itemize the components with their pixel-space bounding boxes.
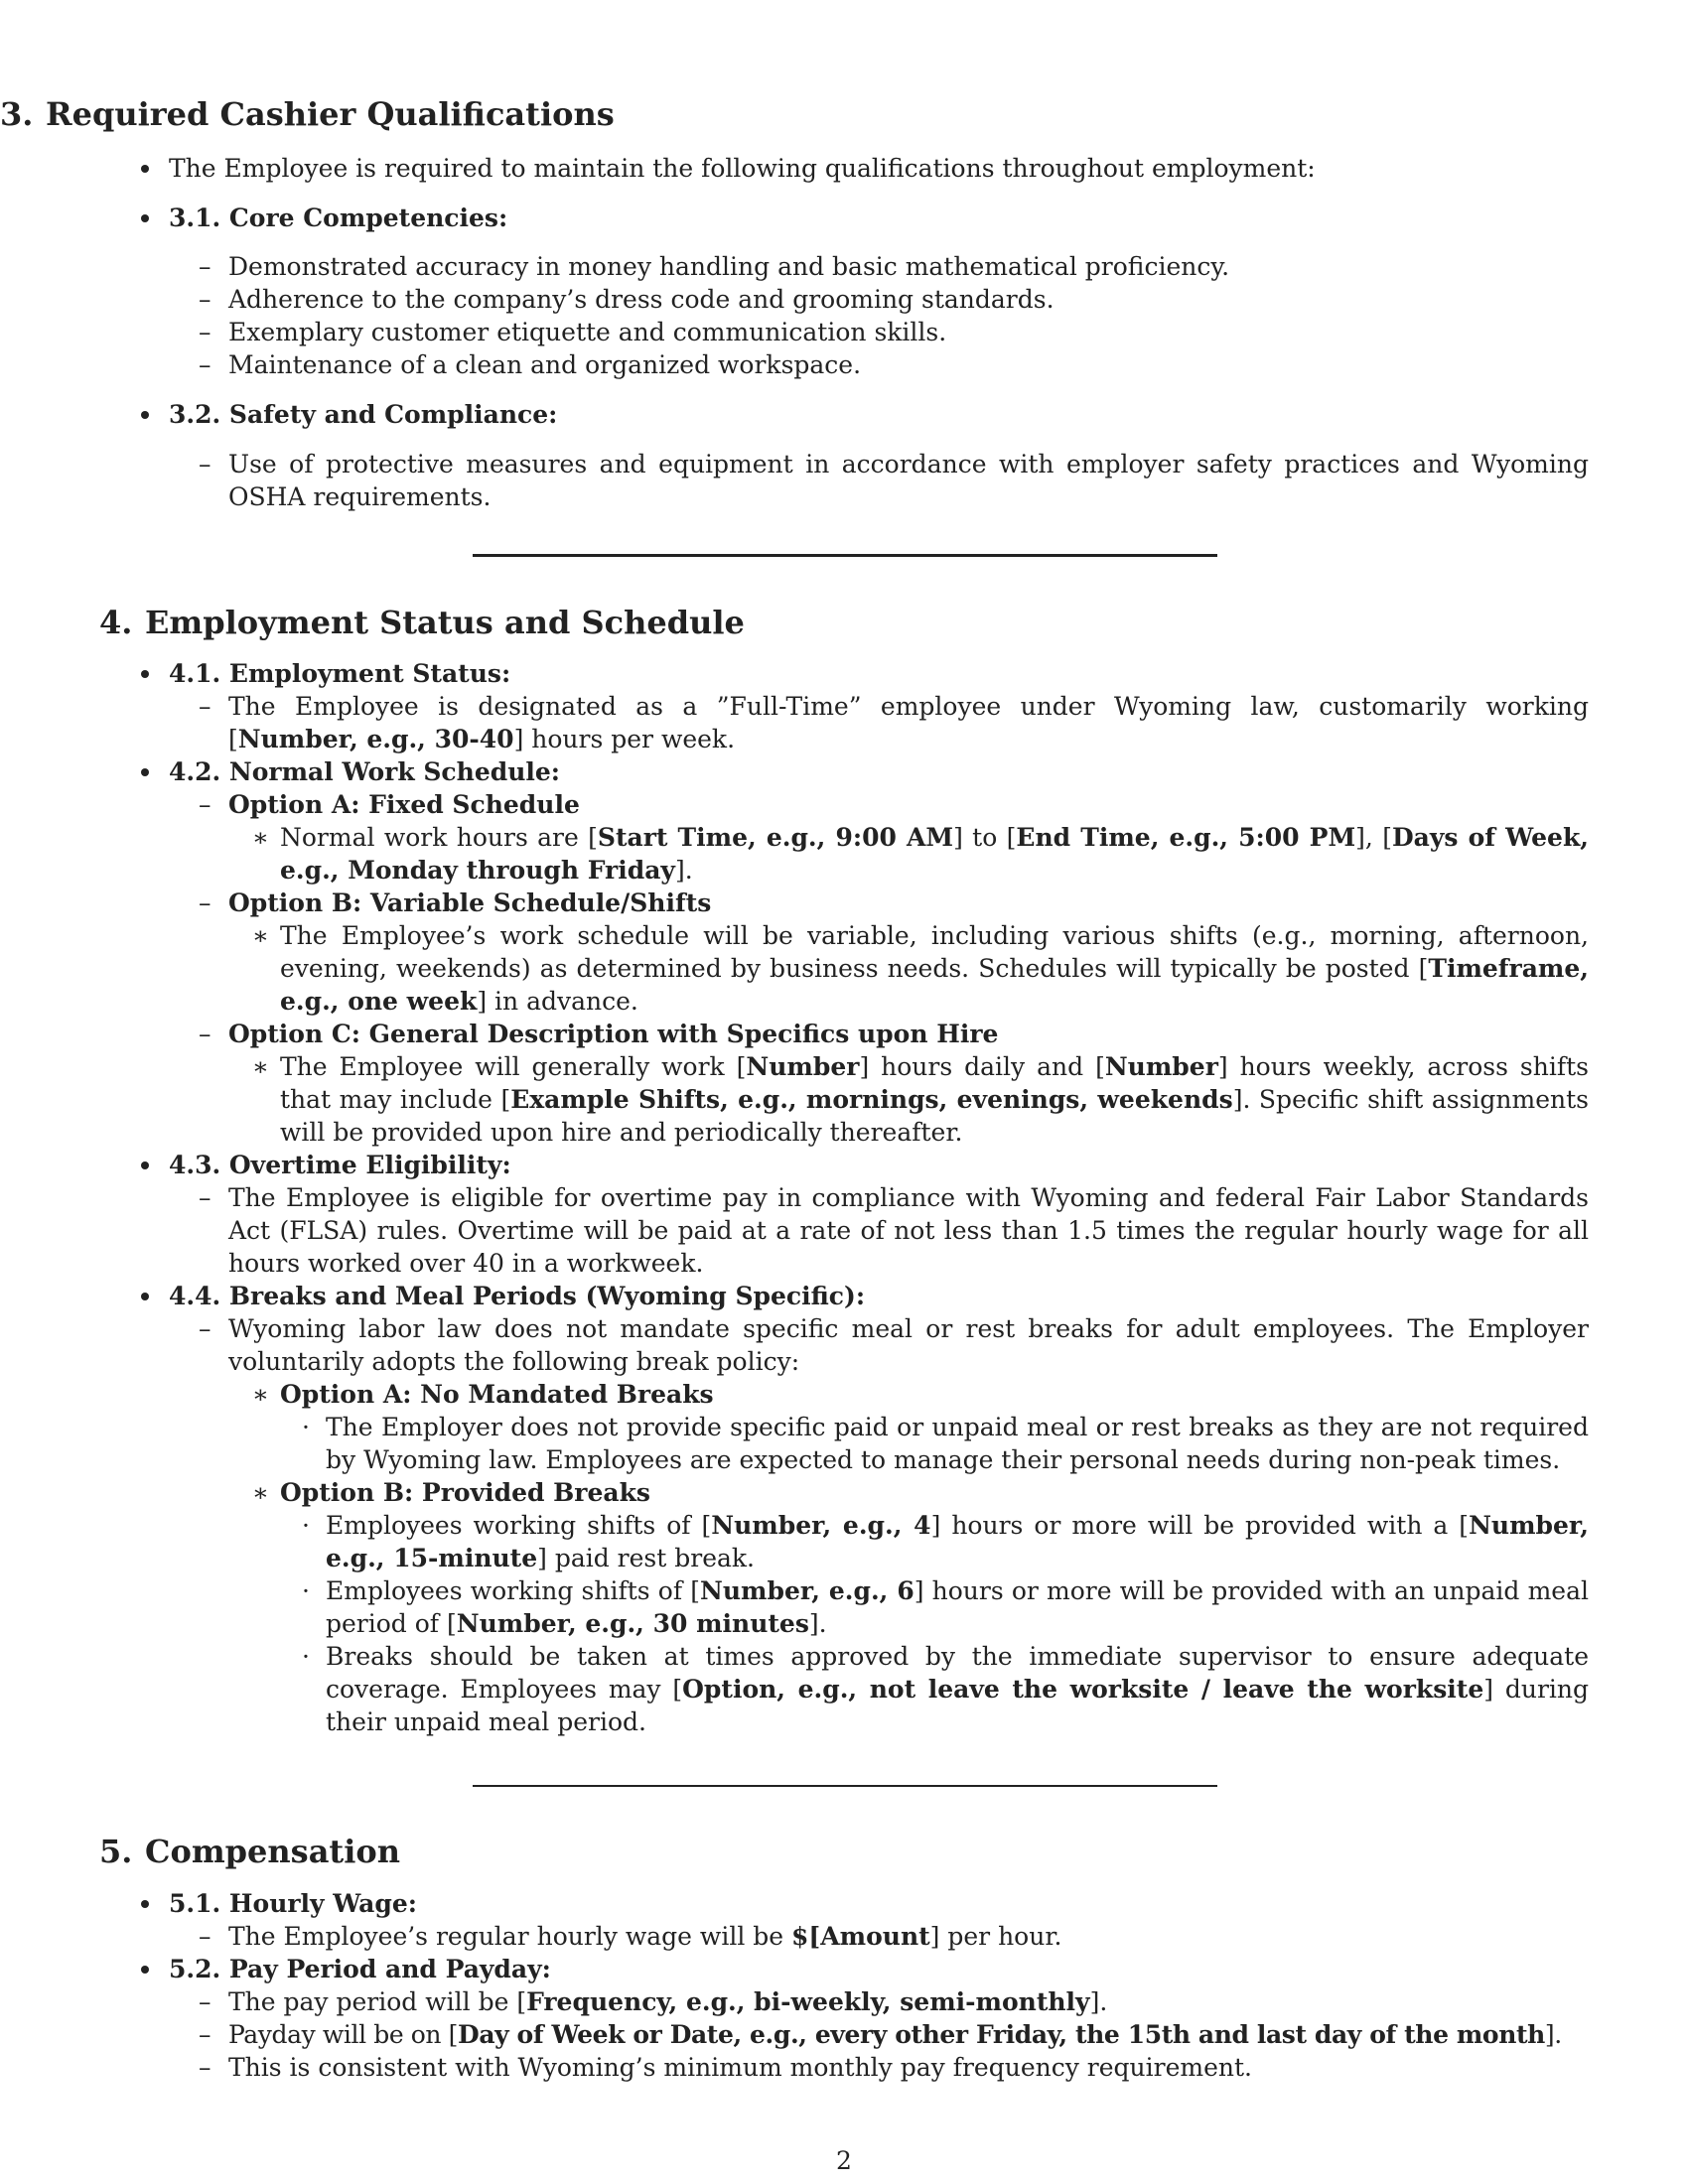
subsection-heading xyxy=(169,398,557,431)
subsection-title: 4.4. Breaks and Meal Periods (Wyoming Specific): xyxy=(169,1282,866,1310)
option-title: Option A: Fixed Schedule xyxy=(228,790,580,819)
text-run: The Employee will generally work [ xyxy=(280,1052,747,1081)
placeholder-text: Days of Week, e.g., Monday through Friday xyxy=(280,823,1589,885)
item-text: This is consistent with Wyoming’s minimum monthly pay frequency requirement. xyxy=(228,2053,1252,2082)
placeholder-text: Day of Week or Date, e.g., every other Friday, the 15th and last day of the month xyxy=(458,2020,1545,2049)
text-run: Employees working shifts of [ xyxy=(326,1576,701,1605)
item-text: Adherence to the company’s dress code and grooming standards. xyxy=(228,285,1055,314)
subsection-heading xyxy=(169,755,560,788)
item-text: The Employee is eligible for overtime pay in compliance with Wyoming and federal Fair Labor Standards Act (FLSA) rules. Overtime will be paid at a rate of not less than 1.5 times the regular hourly wage for all hours worked over 40 in a workweek. xyxy=(228,1183,1589,1278)
placeholder-text: Number, e.g., 30-40 xyxy=(237,725,514,753)
subsection-title: 4.1. Employment Status: xyxy=(169,659,511,688)
list-item: ∗ The Employee’s work schedule will be variable, including various shifts (e.g., morning, afternoon, evening, weekends) as determined by business needs. Schedules will typically be posted [Timeframe, e.g., one week] in advance. xyxy=(252,921,1589,1016)
subsection-title: 5.1. Hourly Wage: xyxy=(169,1889,417,1918)
list-item: – Wyoming labor law does not mandate specific meal or rest breaks for adult employees. The Employer voluntarily adopts the following break policy: xyxy=(199,1314,1589,1376)
subsection-title: 5.2. Pay Period and Payday: xyxy=(169,1955,551,1983)
item-text: Maintenance of a clean and organized workspace. xyxy=(228,350,862,379)
placeholder-text: Example Shifts, e.g., mornings, evenings, weekends xyxy=(510,1085,1233,1114)
option-heading: – Option A: Fixed Schedule xyxy=(199,790,580,819)
section-number: 3. xyxy=(0,95,34,133)
item-text: Wyoming labor law does not mandate specific meal or rest breaks for adult employees. The Employer voluntarily adopts the following break policy: xyxy=(228,1314,1589,1376)
placeholder-text: Start Time, e.g., 9:00 AM xyxy=(597,823,954,852)
list-item: – The Employee is eligible for overtime pay in compliance with Wyoming and federal Fair Labor Standards Act (FLSA) rules. Overtime will be paid at a rate of not less than 1.5 times the regular hourly wage for all hours worked over 40 in a workweek. xyxy=(199,1183,1589,1278)
text-run: ]. xyxy=(808,1609,827,1638)
option-title: Option C: General Description with Specifics upon Hire xyxy=(228,1020,999,1048)
subsection-title: 4.3. Overtime Eligibility: xyxy=(169,1151,511,1179)
placeholder-text: End Time, e.g., 5:00 PM xyxy=(1016,823,1356,852)
list-item: – Payday will be on [Day of Week or Date, e.g., every other Friday, the 15th and last day of the month]. xyxy=(199,2020,1562,2049)
placeholder-text: Number, e.g., 6 xyxy=(700,1576,914,1605)
text-run: ] hours weekly, across shifts that may include [ xyxy=(280,1052,1589,1114)
subsection-heading xyxy=(169,1953,551,1985)
section-5-heading xyxy=(99,1833,400,1870)
text-run: The pay period will be [ xyxy=(228,1987,527,2016)
placeholder-text: Number, e.g., 4 xyxy=(711,1511,931,1540)
section-4-heading xyxy=(99,604,745,641)
list-item: – Maintenance of a clean and organized workspace. xyxy=(199,350,862,379)
item-text: Exemplary customer etiquette and communication skills. xyxy=(228,318,947,346)
page-number: 2 xyxy=(836,2146,852,2175)
list-item: · Employees working shifts of [Number, e.g., 4] hours or more will be provided with a [Number, e.g., 15-minute] paid rest break. xyxy=(302,1511,1589,1572)
option-heading: ∗ Option A: No Mandated Breaks xyxy=(252,1380,714,1409)
placeholder-text: Frequency, e.g., bi-weekly, semi-monthly xyxy=(526,1987,1090,2016)
text-run: ] hours or more will be provided with a [ xyxy=(930,1511,1470,1540)
list-item: – The Employee’s regular hourly wage will be $[Amount] per hour. xyxy=(199,1922,1062,1951)
item-text: Use of protective measures and equipment in accordance with employer safety practices and Wyoming OSHA requirements. xyxy=(228,450,1589,511)
text-run: ] hours daily and [ xyxy=(859,1052,1105,1081)
text-run: The Employee’s regular hourly wage will be xyxy=(228,1922,792,1951)
text-run: Breaks should be taken at times approved by the immediate supervisor to ensure adequate coverage. Employees may [ xyxy=(326,1642,1589,1704)
text-run: ]. xyxy=(1089,1987,1108,2016)
text-run: ] per hour. xyxy=(929,1922,1062,1951)
list-item: – Exemplary customer etiquette and communication skills. xyxy=(199,318,947,346)
text-run: ] paid rest break. xyxy=(537,1544,755,1572)
section-number: 4. xyxy=(99,604,133,641)
list-item: · Employees working shifts of [Number, e.g., 6] hours or more will be provided with an unpaid meal period of [Number, e.g., 30 minutes]. xyxy=(302,1576,1589,1638)
list-item: – Adherence to the company’s dress code and grooming standards. xyxy=(199,285,1055,314)
list-item: – Use of protective measures and equipment in accordance with employer safety practices and Wyoming OSHA requirements. xyxy=(199,450,1589,511)
text-run: Employees working shifts of [ xyxy=(326,1511,712,1540)
section-divider xyxy=(473,554,1217,557)
placeholder-text: $[Amount xyxy=(791,1922,930,1951)
text-run: ] hours per week. xyxy=(513,725,736,753)
option-title: Option B: Provided Breaks xyxy=(280,1478,650,1507)
text-run: The Employee is designated as a ”Full-Time” employee under Wyoming law, customarily working [ xyxy=(228,692,1589,753)
text-run: ] to [ xyxy=(953,823,1017,852)
text-run: ] hours or more will be provided with an unpaid meal period of [ xyxy=(326,1576,1589,1638)
placeholder-text: Number, e.g., 15-minute xyxy=(326,1511,1589,1572)
text-run: The Employee’s work schedule will be variable, including various shifts (e.g., morning, afternoon, evening, weekends) as determined by business needs. Schedules will typically be posted [ xyxy=(280,921,1589,983)
placeholder-text: Number xyxy=(746,1052,860,1081)
text-run: ] in advance. xyxy=(477,987,638,1016)
placeholder-text: Timeframe, e.g., one week xyxy=(280,954,1589,1016)
item-text: The Employer does not provide specific paid or unpaid meal or rest breaks as they are not required by Wyoming law. Employees are expected to manage their personal needs during non-peak times. xyxy=(326,1413,1589,1474)
list-item: – The Employee is designated as a ”Full-Time” employee under Wyoming law, customarily working [Number, e.g., 30-40] hours per week. xyxy=(199,692,1589,753)
intro-text: The Employee is required to maintain the following qualifications throughout employment: xyxy=(169,154,1316,183)
subsection-heading xyxy=(169,1280,865,1312)
subsection-title: 3.2. Safety and Compliance: xyxy=(169,400,558,429)
placeholder-text: Number, e.g., 30 minutes xyxy=(456,1609,809,1638)
section-number: 5. xyxy=(99,1833,133,1870)
text-run: ] during their unpaid meal period. xyxy=(326,1675,1589,1736)
list-item: – This is consistent with Wyoming’s minimum monthly pay frequency requirement. xyxy=(199,2053,1252,2082)
section-title: Compensation xyxy=(145,1833,400,1870)
text-run: Normal work hours are [ xyxy=(280,823,598,852)
list-item: ∗ Normal work hours are [Start Time, e.g., 9:00 AM] to [End Time, e.g., 5:00 PM], [Days of Week, e.g., Monday through Friday]. xyxy=(252,823,1589,885)
option-title: Option A: No Mandated Breaks xyxy=(280,1380,714,1409)
placeholder-text: Number xyxy=(1104,1052,1218,1081)
text-run: Payday will be on [ xyxy=(228,2020,459,2049)
text-run: ]. xyxy=(1544,2020,1562,2049)
subsection-heading xyxy=(169,202,507,234)
option-title: Option B: Variable Schedule/Shifts xyxy=(228,888,712,917)
subsection-heading xyxy=(169,1887,417,1920)
option-heading: – Option C: General Description with Specifics upon Hire xyxy=(199,1020,999,1048)
section-title: Required Cashier Qualifications xyxy=(46,95,615,133)
section-title: Employment Status and Schedule xyxy=(145,604,745,641)
subsection-heading xyxy=(169,657,510,690)
placeholder-text: Option, e.g., not leave the worksite / leave the worksite xyxy=(682,1675,1484,1704)
option-heading: ∗ Option B: Provided Breaks xyxy=(252,1478,650,1507)
list-item: – Demonstrated accuracy in money handling and basic mathematical proficiency. xyxy=(199,252,1230,281)
item-text: Demonstrated accuracy in money handling and basic mathematical proficiency. xyxy=(228,252,1230,281)
text-run: ]. Specific shift assignments will be provided upon hire and periodically thereafter. xyxy=(280,1085,1589,1147)
section-3-heading xyxy=(0,95,615,133)
subsection-heading xyxy=(169,1149,511,1181)
list-item xyxy=(169,152,1579,185)
text-run: ]. xyxy=(674,856,693,885)
list-item: – The pay period will be [Frequency, e.g., bi-weekly, semi-monthly]. xyxy=(199,1987,1108,2016)
option-heading: – Option B: Variable Schedule/Shifts xyxy=(199,888,712,917)
text-run: ], [ xyxy=(1355,823,1392,852)
list-item: · The Employer does not provide specific paid or unpaid meal or rest breaks as they are not required by Wyoming law. Employees are expected to manage their personal needs during non-peak times. xyxy=(302,1413,1589,1474)
subsection-title: 3.1. Core Competencies: xyxy=(169,204,508,232)
subsection-title: 4.2. Normal Work Schedule: xyxy=(169,757,561,786)
section-divider xyxy=(473,1785,1217,1787)
list-item: · Breaks should be taken at times approved by the immediate supervisor to ensure adequate coverage. Employees may [Option, e.g., not leave the worksite / leave the worksite] during their unpaid meal period. xyxy=(302,1642,1589,1736)
list-item: ∗ The Employee will generally work [Number] hours daily and [Number] hours weekly, across shifts that may include [Example Shifts, e.g., mornings, evenings, weekends]. Specific shift assignments will be provided upon hire and periodically thereafter. xyxy=(252,1052,1589,1147)
